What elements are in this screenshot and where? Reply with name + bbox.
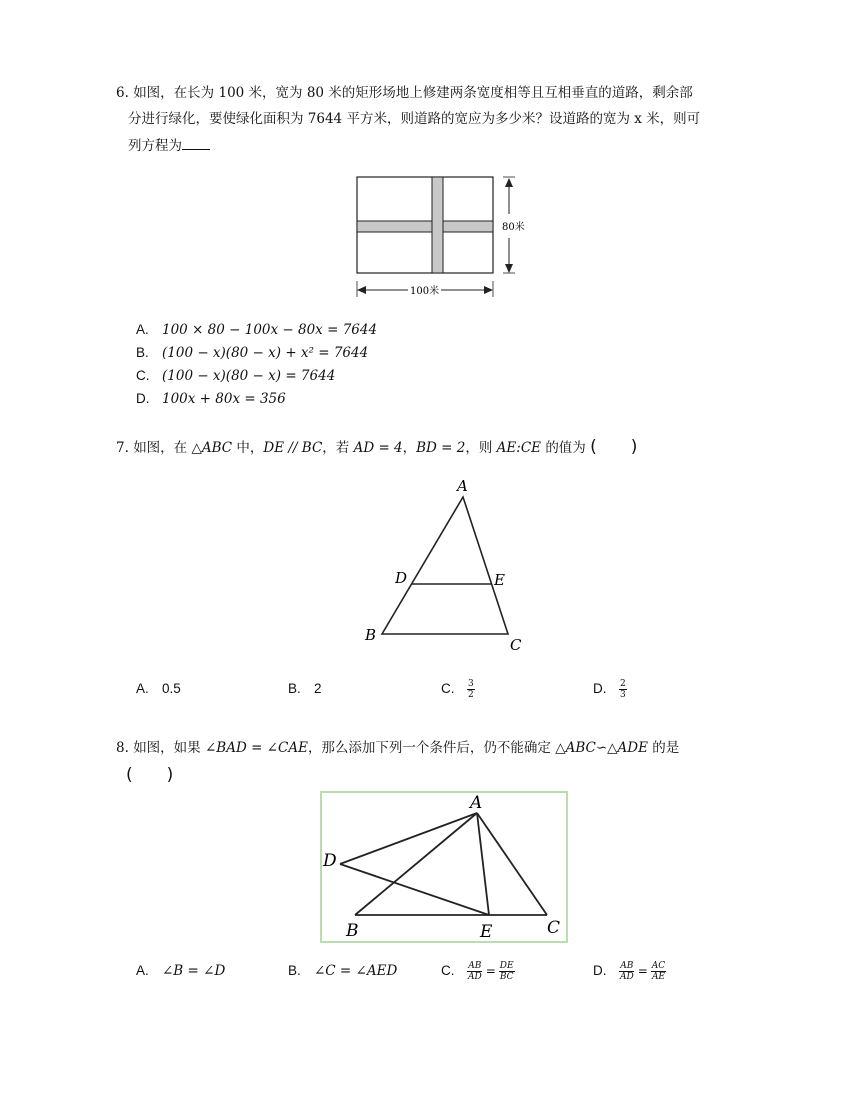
q6-answer-blank[interactable] bbox=[182, 135, 210, 150]
fraction-denominator: BC bbox=[499, 972, 514, 982]
fraction-denominator: AD bbox=[468, 972, 482, 982]
q8-option-a[interactable] bbox=[136, 961, 225, 981]
fraction-numerator: 2 bbox=[620, 679, 626, 689]
q8-option-b-label: B. bbox=[288, 963, 301, 978]
q8-option-c[interactable]: C. $\frac{AB}{AD}$ = $\frac{DE}{BC}$ bbox=[441, 961, 514, 982]
point-b-label: B bbox=[346, 921, 359, 941]
q8-number: 8. bbox=[116, 740, 129, 756]
q8-stem-mid: ，那么添加下列一个条件后，仍不能确定 bbox=[307, 740, 551, 756]
q7-cond-2: BD = 2 bbox=[416, 440, 466, 456]
q6-number: 6. bbox=[116, 85, 129, 101]
q7-option-b[interactable] bbox=[288, 679, 322, 699]
q8-paren-line bbox=[126, 765, 173, 786]
q7-stem bbox=[116, 437, 637, 458]
q8-condition: ∠BAD = ∠CAE bbox=[204, 740, 308, 756]
q8-option-d-fraction-left bbox=[619, 961, 635, 982]
width-label: 100米 bbox=[410, 286, 440, 297]
horizontal-road bbox=[357, 221, 493, 232]
fraction-denominator: AE bbox=[651, 972, 666, 982]
vertical-road bbox=[432, 177, 443, 273]
q7-stem-mid1: 中， bbox=[236, 440, 264, 456]
q8-stem bbox=[116, 738, 679, 758]
q7-comma: ， bbox=[402, 440, 417, 456]
q8-stem-post: 的是 bbox=[652, 740, 680, 756]
height-arrow-head-top bbox=[505, 178, 513, 187]
q6-option-d-label: D. bbox=[136, 391, 150, 406]
height-arrow-head-bottom bbox=[505, 264, 513, 273]
q6-option-b[interactable] bbox=[136, 343, 368, 363]
q7-option-d[interactable] bbox=[593, 679, 627, 700]
figure-frame bbox=[321, 792, 567, 942]
q7-option-c[interactable] bbox=[441, 679, 475, 700]
q6-option-d-text: 100x + 80x = 356 bbox=[162, 391, 286, 407]
q7-option-d-fraction bbox=[619, 679, 627, 700]
point-b-label: B bbox=[365, 626, 377, 644]
fraction-numerator: AC bbox=[651, 961, 666, 971]
q8-option-a-text: ∠B = ∠D bbox=[162, 963, 226, 979]
width-arrow-head-right bbox=[484, 286, 493, 294]
q6-option-a-label: A. bbox=[136, 322, 149, 337]
q6-option-b-text: (100 − x)(80 − x) + x² = 7644 bbox=[162, 345, 369, 361]
q6-option-c-label: C. bbox=[136, 368, 150, 383]
point-c-label: C bbox=[547, 918, 561, 938]
q6-text-line-1: 如图，在长为 100 米，宽为 80 米的矩形场地上修建两条宽度相等且互相垂直的道路，剩余部 bbox=[133, 85, 693, 101]
fraction-numerator: 3 bbox=[468, 679, 474, 689]
q6-option-a[interactable] bbox=[136, 320, 377, 340]
q8-stem-pre: 如图，如果 bbox=[133, 740, 201, 756]
fraction-numerator: AB bbox=[620, 961, 634, 971]
fraction-numerator: DE bbox=[499, 961, 514, 971]
q7-number: 7. bbox=[116, 440, 129, 456]
q7-stem-post: 的值为 bbox=[545, 440, 586, 456]
q8-option-b-text: ∠C = ∠AED bbox=[314, 963, 398, 979]
q6-line-1 bbox=[116, 83, 693, 103]
q7-option-a-label: A. bbox=[136, 681, 149, 696]
point-a-label: A bbox=[457, 477, 468, 495]
q7-option-a[interactable] bbox=[136, 679, 181, 699]
q8-option-c-label: C. bbox=[441, 963, 455, 979]
q8-answer-paren[interactable]: ( ) bbox=[126, 765, 174, 785]
q6-figure bbox=[352, 170, 532, 302]
q7-option-c-fraction bbox=[467, 679, 475, 700]
q7-cond-1: AD = 4 bbox=[353, 440, 403, 456]
height-label: 80米 bbox=[502, 222, 525, 233]
q7-stem-mid3: ，则 bbox=[465, 440, 493, 456]
triangle-abc bbox=[382, 497, 508, 634]
q8-option-b[interactable] bbox=[288, 961, 397, 981]
q6-option-a-text: 100 × 80 − 100x − 80x = 7644 bbox=[162, 322, 378, 338]
q6-option-c-text: (100 − x)(80 − x) = 7644 bbox=[162, 368, 336, 384]
q6-line-3 bbox=[128, 135, 210, 156]
point-a-label: A bbox=[470, 793, 483, 813]
q7-answer-paren[interactable]: ( ) bbox=[590, 437, 638, 457]
q7-option-b-label: B. bbox=[288, 681, 301, 696]
q6-text-line-3: 列方程为 bbox=[128, 138, 182, 154]
q7-option-d-label: D. bbox=[593, 681, 607, 697]
q7-parallel: DE // BC bbox=[263, 440, 323, 456]
point-d-label: D bbox=[323, 851, 337, 871]
q7-ratio: AE:CE bbox=[496, 440, 542, 456]
width-arrow-head-left bbox=[357, 286, 366, 294]
fraction-denominator: 3 bbox=[620, 690, 626, 700]
q8-option-d-label: D. bbox=[593, 963, 607, 979]
q7-triangle: △ABC bbox=[191, 440, 233, 456]
q6-line-2 bbox=[128, 109, 700, 129]
point-e-label: E bbox=[494, 571, 505, 589]
fraction-numerator: AB bbox=[468, 961, 482, 971]
q8-option-d-fraction-right bbox=[651, 961, 666, 982]
q7-stem-pre: 如图，在 bbox=[133, 440, 188, 456]
q6-option-b-label: B. bbox=[136, 345, 149, 360]
q7-stem-mid2: ，若 bbox=[322, 440, 350, 456]
fraction-denominator: 2 bbox=[468, 690, 474, 700]
q7-option-b-text: 2 bbox=[314, 681, 322, 696]
q8-option-d[interactable]: D. $\frac{AB}{AD}$ = $\frac{AC}{AE}$ bbox=[593, 961, 666, 982]
q7-option-c-label: C. bbox=[441, 681, 455, 697]
q7-option-a-text: 0.5 bbox=[162, 681, 181, 696]
q8-similarity: △ABC∽△ADE bbox=[555, 740, 648, 756]
q8-figure bbox=[320, 791, 568, 943]
point-d-label: D bbox=[395, 569, 408, 587]
q7-figure bbox=[356, 472, 536, 657]
point-e-label: E bbox=[480, 922, 493, 942]
q8-option-c-fraction-left bbox=[467, 961, 483, 982]
q6-option-c[interactable] bbox=[136, 366, 335, 386]
q6-option-d[interactable] bbox=[136, 389, 286, 409]
q8-option-c-fraction-right bbox=[499, 961, 515, 982]
q6-text-line-2: 分进行绿化，要使绿化面积为 7644 平方米，则道路的宽应为多少米？设道路的宽为 x 米，则可 bbox=[128, 111, 701, 127]
point-c-label: C bbox=[510, 636, 522, 654]
q8-option-a-label: A. bbox=[136, 963, 149, 978]
fraction-denominator: AD bbox=[620, 972, 634, 982]
